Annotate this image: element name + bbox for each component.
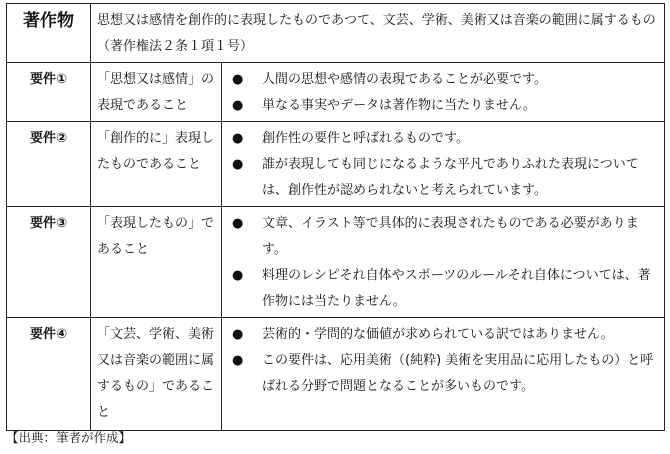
bullet-text: 料理のレシピそれ自体やスポーツのルールそれ自体については、著作物には当たりません。 [262, 268, 651, 309]
copyright-requirements-table [6, 3, 665, 431]
list-item [228, 126, 658, 152]
bullet-text: 芸術的・学問的な価値が求められている訳ではありません。 [262, 327, 614, 342]
bullet-text: 創作性の要件と呼ばれるものです。 [262, 131, 469, 146]
requirement-name: 「表現したもの」であること [91, 207, 222, 318]
bullet-icon: ● [232, 72, 244, 87]
bullet-icon: ● [232, 216, 244, 231]
requirement-label: 要件② [7, 122, 91, 207]
work-definition: 思想又は感情を創作的に表現したものであつて、文芸、学術、美術又は音楽の範囲に属するもの（著作権法２条１項１号） [91, 4, 665, 63]
bullet-text: 単なる事実やデータは著作物に当たりません。 [262, 98, 536, 113]
requirement-name: 「文芸、学術、美術又は音楽の範囲に属するもの」であること [91, 318, 222, 431]
table-row [7, 63, 665, 122]
bullet-icon: ● [232, 353, 244, 368]
table-row [7, 122, 665, 207]
table-title: 著作物 [7, 4, 91, 63]
bullet-icon: ● [232, 131, 244, 146]
list-item [228, 348, 658, 400]
list-item [228, 93, 658, 119]
source-note: 【出典：筆者が作成】 [6, 430, 132, 445]
requirement-bullets [222, 63, 665, 122]
table-header-row [7, 4, 665, 63]
table-row [7, 207, 665, 318]
requirement-name: 「創作的に」表現したものであること [91, 122, 222, 207]
bullet-text: 人間の思想や感情の表現であることが必要です。 [262, 72, 547, 87]
bullet-text: この要件は、応用美術（(純粋) 美術を実用品に応用したもの）と呼ばれる分野で問題となることが多いものです。 [262, 353, 654, 394]
list-item [228, 152, 658, 204]
requirement-bullets [222, 122, 665, 207]
bullet-text: 文章、イラスト等で具体的に表現されたものである必要があります。 [262, 216, 639, 257]
list-item [228, 263, 658, 315]
bullet-icon: ● [232, 157, 244, 172]
bullet-icon: ● [232, 327, 244, 342]
bullet-text: 誰が表現しても同じになるような平凡でありふれた表現については、創作性が認められないと考えられています。 [262, 157, 639, 198]
list-item [228, 211, 658, 263]
list-item [228, 67, 658, 93]
requirement-name: 「思想又は感情」の表現であること [91, 63, 222, 122]
list-item [228, 322, 658, 348]
requirement-label: 要件③ [7, 207, 91, 318]
requirement-bullets [222, 318, 665, 431]
bullet-icon: ● [232, 98, 244, 113]
bullet-icon: ● [232, 268, 244, 283]
requirement-label: 要件① [7, 63, 91, 122]
requirement-label: 要件④ [7, 318, 91, 431]
requirement-bullets [222, 207, 665, 318]
table-row [7, 318, 665, 431]
